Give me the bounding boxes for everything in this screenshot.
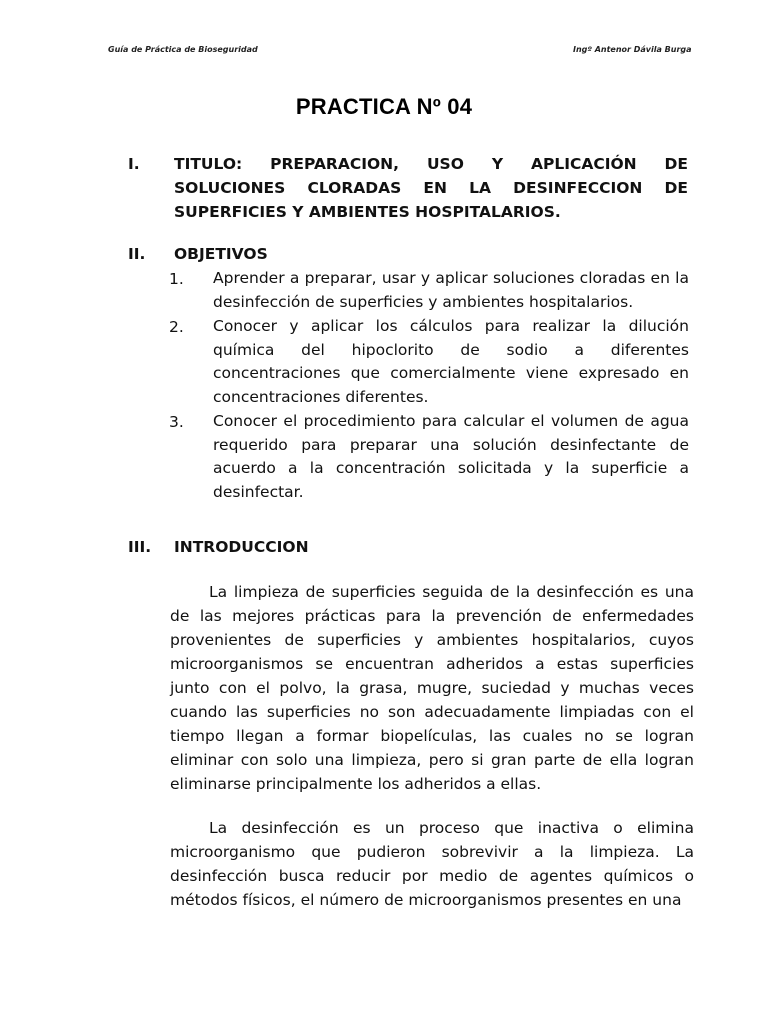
section-heading-titulo: TITULO: PREPARACION, USO Y APLICACIÓN DE SOLUCIONES CLORADAS EN LA DESINFECCION DE SUPERFICIES Y AMBIENTES HOSPITALARIOS. [174, 155, 688, 221]
page-title: PRACTICA Nº 04 [295, 94, 473, 119]
intro-paragraph: La desinfección es un proceso que inactiva o elimina microorganismo que pudieron sobrevivir a la limpieza. La desinfección busca reducir por medio de agentes químicos o métodos físicos, el número de microorganismos presentes en una [170, 819, 694, 909]
section-heading-objetivos: OBJETIVOS [174, 245, 268, 263]
section-heading-introduccion: INTRODUCCION [174, 538, 309, 556]
header-author: Ingº Antenor Dávila Burga [573, 45, 692, 54]
objective-number: 3. [169, 413, 184, 431]
intro-paragraph: La limpieza de superficies seguida de la desinfección es una de las mejores prácticas para la prevención de enfermedades provenientes de superficies y ambientes hospitalarios, cuyos microorganismos se encuentran adheridos a estas superficies junto con el polvo, la grasa, mugre, suciedad y muchas veces cuando las superficies no son adecuadamente limpiadas con el tiempo llegan a formar biopelículas, las cuales no se logran eliminar con solo una limpieza, pero si gran parte de ella logran eliminarse principalmente los adheridos a ellas. [170, 583, 694, 793]
objective-text: Conocer y aplicar los cálculos para realizar la dilución química del hipoclorito de sodio a diferentes concentraciones que comercialmente viene expresado en concentraciones diferentes. [213, 317, 689, 406]
header-guide-title: Guía de Práctica de Bioseguridad [108, 45, 258, 54]
objective-number: 2. [169, 318, 184, 336]
section-number-introduccion: III. [128, 538, 152, 556]
objective-text: Conocer el procedimiento para calcular el volumen de agua requerido para preparar una solución desinfectante de acuerdo a la concentración solicitada y la superficie a desinfectar. [213, 412, 689, 501]
section-number-objetivos: II. [128, 245, 146, 263]
objective-text: Aprender a preparar, usar y aplicar soluciones cloradas en la desinfección de superficies y ambientes hospitalarios. [213, 269, 689, 311]
section-number-titulo: I. [128, 155, 140, 173]
objective-number: 1. [169, 270, 184, 288]
